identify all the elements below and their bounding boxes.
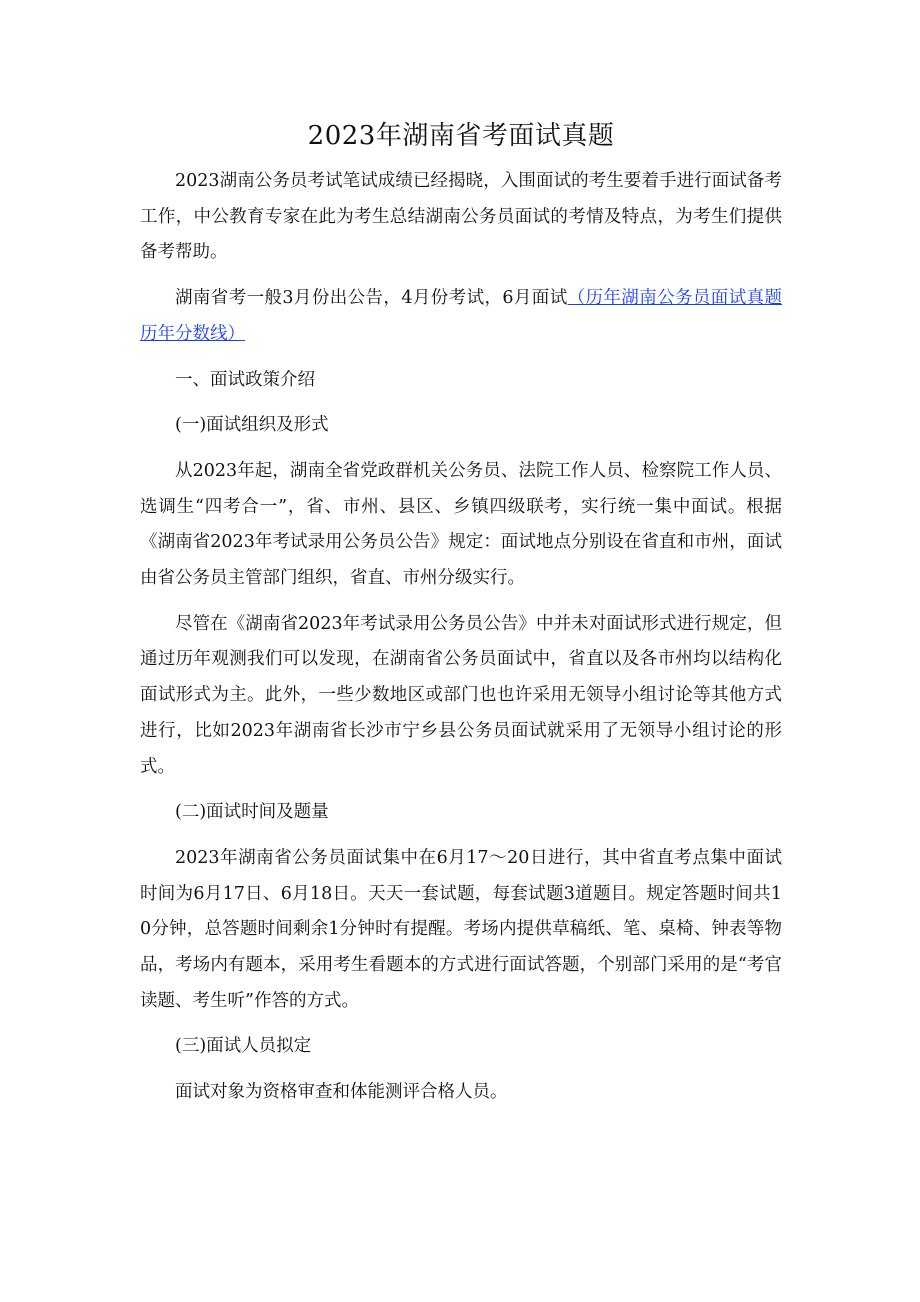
organization-paragraph-2: 尽管在《湖南省2023年考试录用公务员公告》中并未对面试形式进行规定，但通过历年观测我们可以发现，在湖南省公务员面试中，省直以及各市州均以结构化面试形式为主。此外，一些少数地区或部门也也许采用无领导小组讨论等其他方式进行，比如2023年湖南省长沙市宁乡县公务员面试就采用了无领导小组讨论的形式。	[140, 613, 782, 777]
schedule-paragraph	[140, 281, 782, 352]
organization-paragraph-1: 从2023年起，湖南全省党政群机关公务员、法院工作人员、检察院工作人员、选调生“四考合一”，省、市州、县区、乡镇四级联考，实行统一集中面试。根据《湖南省2023年考试录用公务员公告》规定：面试地点分别设在省直和市州，面试由省公务员主管部门组织，省直、市州分级实行。	[140, 460, 782, 589]
schedule-text: 湖南省考一般3月份出公告，4月份考试，6月面试	[175, 288, 568, 309]
subheading-organization: (一)面试组织及形式	[175, 415, 329, 436]
subheading-personnel: (三)面试人员拟定	[175, 1036, 312, 1057]
personnel-paragraph: 面试对象为资格审查和体能测评合格人员。	[175, 1082, 508, 1103]
document-title: 2023年湖南省考面试真题	[307, 121, 615, 151]
intro-paragraph: 2023湖南公务员考试笔试成绩已经揭晓，入围面试的考生要着手进行面试备考工作，中公教育专家在此为考生总结湖南公务员面试的考情及特点，为考生们提供备考帮助。	[140, 171, 782, 263]
document-page	[140, 112, 782, 1121]
subheading-time: (二)面试时间及题量	[175, 802, 329, 823]
time-paragraph: 2023年湖南省公务员面试集中在6月17～20日进行，其中省直考点集中面试时间为6月17日、6月18日。天天一套试题，每套试题3道题目。规定答题时间共10分钟，总答题时间剩余1分钟时有提醒。考场内提供草稿纸、笔、桌椅、钟表等物品，考场内有题本，采用考生看题本的方式进行面试答题，个别部门采用的是“考官读题、考生听”作答的方式。	[140, 847, 782, 1011]
section-heading-policy: 一、面试政策介绍	[175, 369, 315, 390]
history-exam-link[interactable]: （历年湖南公务员面试真题 历年分数线）	[140, 288, 783, 344]
